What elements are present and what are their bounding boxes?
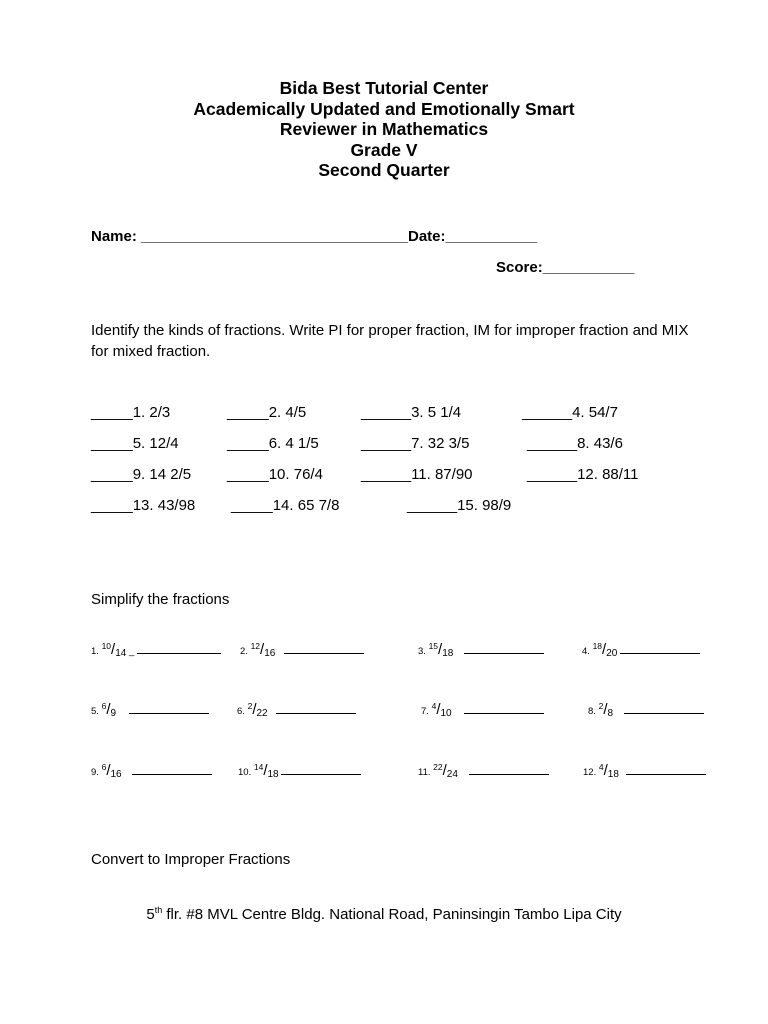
item-number: 3.: [418, 646, 426, 657]
document-header: [0, 78, 768, 181]
item-number: 1.: [91, 646, 99, 657]
answer-line[interactable]: [281, 773, 361, 775]
numerator: 14: [253, 762, 264, 772]
identify-item: [361, 404, 461, 421]
tagline: Academically Updated and Emotionally Smart: [193, 98, 575, 119]
answer-line[interactable]: [464, 712, 544, 714]
identify-item: [91, 435, 179, 452]
item-text: 6. 4 1/5: [268, 435, 319, 452]
denominator: 18: [442, 648, 454, 659]
fraction-slash: /: [260, 641, 265, 658]
quarter: Second Quarter: [318, 160, 450, 180]
simplify-item: [240, 641, 364, 658]
simplify-item: [418, 641, 544, 658]
item-number: 11.: [418, 767, 431, 778]
name-label: Name:: [91, 228, 137, 245]
denominator: 8: [607, 708, 614, 719]
denominator: 14: [115, 648, 127, 659]
simplify-item: [237, 701, 356, 718]
simplify-item: [588, 701, 704, 718]
answer-line[interactable]: [137, 652, 221, 654]
answer-blank[interactable]: ______: [361, 435, 412, 452]
numerator: 10: [101, 641, 112, 651]
fraction-slash: /: [603, 701, 608, 718]
answer-blank[interactable]: _____: [227, 466, 269, 483]
fraction-slash: /: [442, 762, 447, 779]
name-field[interactable]: ________________________________: [141, 228, 408, 245]
item-text: 12. 88/11: [577, 466, 639, 483]
date-label: Date:: [407, 228, 446, 245]
answer-line[interactable]: [620, 652, 700, 654]
fraction-slash: /: [438, 641, 443, 658]
numerator: 12: [250, 641, 261, 651]
answer-blank[interactable]: _____: [91, 435, 133, 452]
item-number: 5.: [91, 706, 99, 717]
numerator: 6: [101, 701, 107, 711]
item-number: 6.: [237, 706, 245, 717]
item-text: 15. 98/9: [457, 497, 512, 514]
item-text: 7. 32 3/5: [411, 435, 470, 452]
item-number: 9.: [91, 767, 99, 778]
simplify-item: [583, 762, 706, 779]
answer-blank[interactable]: ______: [527, 435, 578, 452]
simplify-item: [421, 701, 544, 718]
fraction-slash: /: [603, 762, 608, 779]
identify-item: [91, 404, 170, 421]
identify-item: [227, 404, 306, 421]
instructions-text: Identify the kinds of fractions. Write PI for proper fraction, IM for improper fraction and MIX for mixed fraction.: [91, 322, 689, 360]
score-label: Score:: [496, 259, 543, 276]
item-number: 8.: [588, 706, 596, 717]
footer-superscript: th: [154, 905, 163, 915]
footer-text: flr. #8 MVL Centre Bldg. National Road, Paninsingin Tambo Lipa City: [162, 906, 622, 923]
identify-item: [227, 435, 319, 452]
denominator: 10: [440, 708, 452, 719]
answer-blank[interactable]: ______: [407, 497, 458, 514]
answer-blank[interactable]: ______: [361, 466, 412, 483]
identify-item: [91, 466, 191, 483]
item-text: 3. 5 1/4: [411, 404, 462, 421]
numerator: 2: [247, 701, 253, 711]
fraction-slash: /: [436, 701, 441, 718]
identify-item: [527, 435, 623, 452]
denominator: 22: [256, 708, 268, 719]
numerator: 4: [431, 701, 437, 711]
item-number: 4.: [582, 646, 590, 657]
answer-line[interactable]: [129, 712, 209, 714]
answer-blank[interactable]: _____: [91, 404, 133, 421]
identify-item: [361, 435, 469, 452]
tutorial-center-title: Bida Best Tutorial Center: [279, 78, 489, 98]
item-text: 1. 2/3: [132, 404, 171, 421]
item-text: 11. 87/90: [411, 466, 473, 483]
answer-blank[interactable]: ______: [527, 466, 578, 483]
identify-item: [527, 466, 639, 483]
identify-item: [231, 497, 339, 514]
answer-line[interactable]: [132, 773, 212, 775]
item-number: 12.: [583, 767, 597, 778]
denominator: 24: [446, 769, 458, 780]
denominator: 18: [607, 769, 619, 780]
numerator: 4: [598, 762, 604, 772]
simplify-item: [238, 762, 361, 779]
item-text: 8. 43/6: [577, 435, 623, 452]
denominator: 16: [110, 769, 122, 780]
answer-blank[interactable]: _____: [227, 435, 269, 452]
item-text: 14. 65 7/8: [272, 497, 340, 514]
answer-blank[interactable]: _____: [227, 404, 269, 421]
numerator: 6: [101, 762, 107, 772]
item-extra: _: [126, 646, 135, 657]
fraction-slash: /: [602, 641, 607, 658]
denominator: 16: [264, 648, 276, 659]
simplify-item: [418, 762, 549, 779]
fraction-slash: /: [106, 701, 111, 718]
answer-line[interactable]: [626, 773, 706, 775]
answer-blank[interactable]: _____: [231, 497, 273, 514]
footer-prefix: 5: [146, 906, 155, 923]
score-row: [496, 259, 634, 276]
item-text: 4. 54/7: [572, 404, 618, 421]
identify-item: [361, 466, 473, 483]
name-date-row: [91, 228, 537, 245]
simplify-section-title: Simplify the fractions: [91, 591, 230, 608]
item-number: 7.: [421, 706, 429, 717]
answer-blank[interactable]: ______: [522, 404, 573, 421]
score-field[interactable]: ___________: [542, 259, 635, 276]
denominator: 9: [110, 708, 117, 719]
date-field[interactable]: ___________: [445, 228, 538, 245]
numerator: 18: [592, 641, 603, 651]
simplify-item: [91, 641, 221, 658]
answer-line[interactable]: [284, 652, 364, 654]
fraction-slash: /: [111, 641, 116, 658]
answer-blank[interactable]: _____: [91, 497, 133, 514]
reviewer-subject: Reviewer in Mathematics: [279, 119, 489, 139]
identify-item: [407, 497, 511, 514]
answer-blank[interactable]: ______: [361, 404, 412, 421]
identify-item: [227, 466, 323, 483]
fraction-slash: /: [263, 762, 268, 779]
fraction-slash: /: [106, 762, 111, 779]
item-text: 5. 12/4: [132, 435, 179, 452]
item-number: 10.: [238, 767, 252, 778]
numerator: 22: [433, 762, 443, 772]
numerator: 15: [428, 641, 439, 651]
answer-line[interactable]: [276, 712, 356, 714]
simplify-item: [91, 701, 209, 718]
simplify-item: [582, 641, 700, 658]
numerator: 2: [598, 701, 604, 711]
simplify-item: [91, 762, 212, 779]
item-number: 2.: [240, 646, 248, 657]
item-text: 2. 4/5: [268, 404, 307, 421]
item-text: 13. 43/98: [132, 497, 196, 514]
item-text: 9. 14 2/5: [132, 466, 192, 483]
denominator: 20: [606, 648, 618, 659]
identify-item: [522, 404, 618, 421]
grade-level: Grade V: [350, 139, 418, 160]
answer-line[interactable]: [469, 773, 549, 775]
answer-line[interactable]: [624, 712, 704, 714]
identify-item: [91, 497, 195, 514]
answer-line[interactable]: [464, 652, 544, 654]
footer-address: [0, 906, 768, 923]
item-text: 10. 76/4: [268, 466, 323, 483]
denominator: 18: [267, 769, 279, 780]
fraction-slash: /: [252, 701, 257, 718]
convert-section-title: Convert to Improper Fractions: [91, 851, 291, 868]
answer-blank[interactable]: _____: [91, 466, 133, 483]
